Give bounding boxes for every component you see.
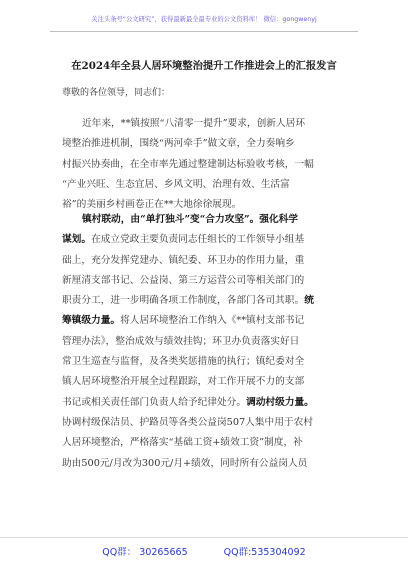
salutation: 尊敬的各位领导，同志们： bbox=[62, 88, 171, 98]
paragraph-line bbox=[62, 271, 354, 291]
footer-qq-group-2: QQ群:535304092 bbox=[223, 547, 306, 558]
body-text: 职责分工，进一步明确各项工作制度，各部门各司其职。 bbox=[62, 295, 305, 307]
footer bbox=[0, 537, 408, 558]
paragraph-line bbox=[62, 454, 354, 474]
paragraph-line bbox=[62, 210, 354, 230]
paragraph-line bbox=[62, 393, 354, 413]
bold-heading-text: 镇村联动，由“单打独斗”变“合力攻坚”。 bbox=[82, 214, 260, 225]
body-text: 人居环境整治，严格落实“基础工资+绩效工资”制度，补 bbox=[62, 437, 303, 449]
paragraph-line bbox=[62, 291, 354, 311]
bold-heading-text: 谋划。 bbox=[62, 234, 92, 246]
paragraph-line: 近年来，**镇按照“八清零一提升”要求，创新人居环 bbox=[82, 118, 306, 129]
body-text: 常卫生巡查与监督，及各类奖惩措施的执行；镇纪委对全 bbox=[62, 356, 305, 368]
paragraph-line: “产业兴旺、生态宜居、乡风文明、治理有效、生活富 bbox=[62, 178, 290, 190]
body-text: 协调村级保洁员、护路员等各类公益岗507人集中用于农村 bbox=[62, 416, 313, 428]
body-text: 在成立党政主要负责同志任组长的工作领导小组基 bbox=[91, 234, 305, 246]
paragraph-line bbox=[62, 413, 354, 433]
header-banner: 关注头条号“公文研究”，获得最新最全最专业的公文资料库！ 微信：gongwenyj bbox=[91, 16, 317, 23]
paragraph-line bbox=[62, 372, 354, 392]
document-title: 在2024年全县人居环境整治提升工作推进会上的汇报发言 bbox=[71, 60, 337, 72]
body-text: 镇人居环境整治开展全过程跟踪，对工作开展不力的支部 bbox=[62, 376, 305, 388]
paragraph-line bbox=[62, 311, 354, 331]
body-text: 助由500元/月改为300元/月+绩效，同时所有公益岗人员 bbox=[62, 457, 308, 469]
main-paragraph bbox=[62, 210, 354, 474]
body-text: 管理办法》，整治成效与绩效挂钩；环卫办负责落实好日 bbox=[62, 335, 300, 347]
paragraph-line bbox=[62, 352, 354, 372]
paragraph-line bbox=[62, 433, 354, 453]
paragraph-line: 境整治推进机制，围绕“两河牵手”做文章，全力奏响乡 bbox=[62, 138, 295, 150]
paragraph-line: 裕”的美丽乡村画卷正在**大地徐徐展现。 bbox=[62, 199, 242, 211]
bold-heading-text: 强化科学 bbox=[259, 214, 299, 225]
paragraph-line bbox=[62, 230, 354, 250]
body-text: 将人居环境整治工作纳入《**镇村支部书记 bbox=[120, 315, 305, 327]
paragraph-line bbox=[62, 251, 354, 271]
paragraph-line bbox=[62, 332, 354, 352]
body-text: 书记或相关责任部门负责人给予纪律处分。 bbox=[62, 396, 247, 408]
header-divider bbox=[50, 31, 358, 32]
footer-qq-group-1: QQ群： 30265665 bbox=[102, 547, 188, 558]
bold-heading-text: 调动村级力量。 bbox=[246, 396, 314, 408]
bold-heading-text: 统 bbox=[304, 295, 314, 307]
bold-heading-text: 筹镇级力量。 bbox=[62, 315, 121, 327]
body-text: 础上，充分发挥党建办、镇纪委、环卫办的作用力量，重 bbox=[62, 254, 305, 266]
intro-paragraph bbox=[62, 114, 354, 215]
paragraph-line: 村振兴协奏曲，在全市率先通过整建制达标验收考核，一幅 bbox=[62, 158, 314, 170]
body-text: 新厘清支部书记、公益岗、第三方运营公司等相关部门的 bbox=[62, 274, 305, 286]
